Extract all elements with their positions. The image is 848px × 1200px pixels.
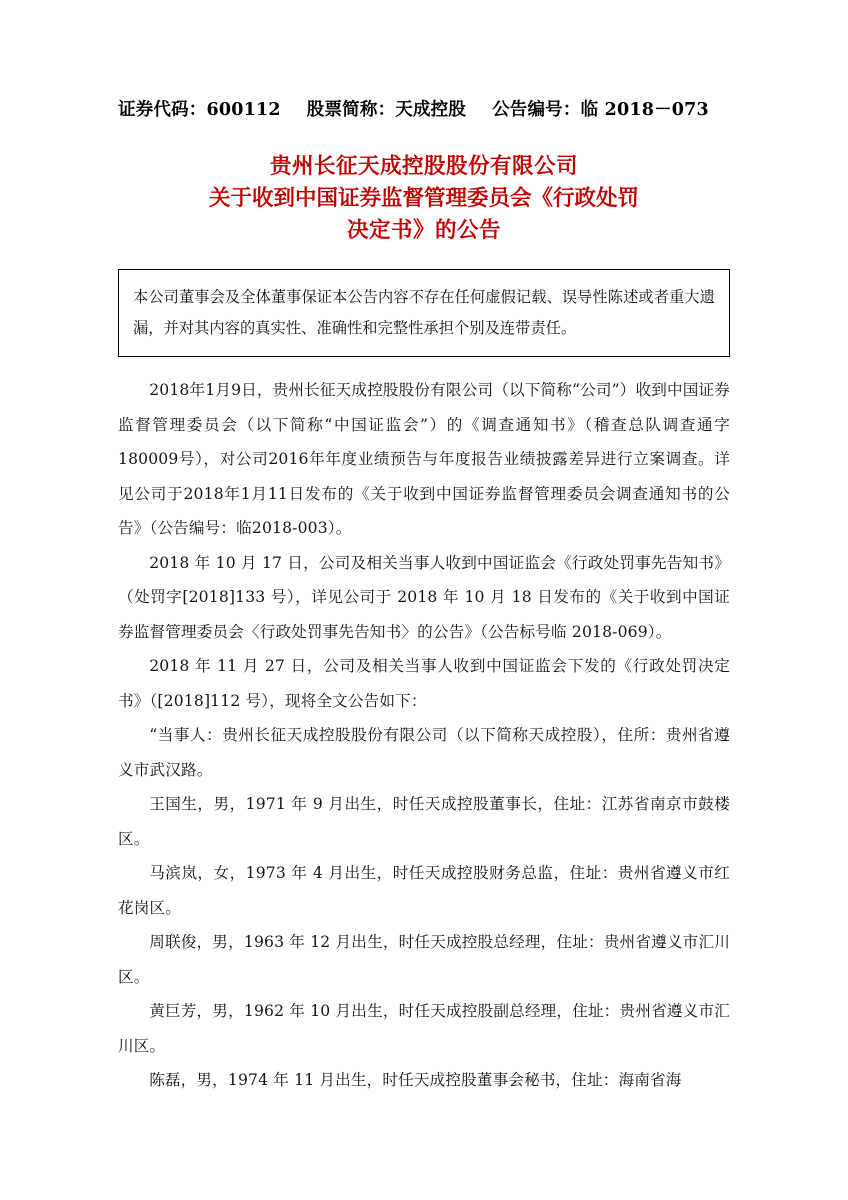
body-paragraph: 陈磊，男，1974 年 11 月出生，时任天成控股董事会秘书，住址：海南省海: [149, 1071, 682, 1089]
body-paragraph: 2018年1月9日，贵州长征天成控股股份有限公司（以下简称“公司”）收到中国证券监督管理委员会（以下简称“中国证监会”）的《调查通知书》（稽查总队调查通字180009号），对公司2016年年度业绩预告与年度报告业绩披露差异进行立案调查。详见公司于2018年1月11日发布的《关于收到中国证券监督管理委员会调查通知书的公告》（公告编号：临2018-003）。: [118, 381, 730, 537]
announcement-body: [118, 373, 730, 1098]
announcement-header-line: [118, 96, 730, 121]
announcement-no-label: 公告编号：: [492, 100, 581, 120]
page-content: [118, 0, 730, 1098]
security-code-value: 600112: [206, 100, 281, 120]
body-paragraph: 周联俊，男，1963 年 12 月出生，时任天成控股总经理，住址：贵州省遵义市汇川区。: [118, 933, 730, 986]
body-paragraph: 马滨岚，女，1973 年 4 月出生，时任天成控股财务总监，住址：贵州省遵义市红花岗区。: [118, 864, 730, 917]
announcement-no-value: 临 2018－073: [580, 100, 709, 120]
body-paragraph: 2018 年 10 月 17 日，公司及相关当事人收到中国证监会《行政处罚事先告知书》（处罚字[2018]133 号），详见公司于 2018 年 10 月 18 日发布的《关于收到中国证券监督管理委员会〈行政处罚事先告知书〉的公告》（公告标号临 2018-069）。: [118, 553, 730, 641]
body-paragraph: 黄巨芳，男，1962 年 10 月出生，时任天成控股副总经理，住址：贵州省遵义市汇川区。: [118, 1002, 730, 1055]
stock-abbr-label: 股票简称：: [306, 100, 396, 120]
title-line-3: 决定书》的公告: [346, 218, 501, 243]
title-line-1: 贵州长征天成控股股份有限公司: [269, 154, 578, 179]
security-code-label: 证券代码：: [118, 100, 207, 120]
stock-abbr-value: 天成控股: [395, 100, 467, 120]
title-line-2: 关于收到中国证券监督管理委员会《行政处罚: [208, 186, 639, 211]
disclaimer-box: [118, 269, 730, 357]
body-paragraph: 王国生，男，1971 年 9 月出生，时任天成控股董事长，住址：江苏省南京市鼓楼区。: [118, 795, 730, 848]
announcement-title: [118, 151, 730, 247]
body-paragraph: 2018 年 11 月 27 日，公司及相关当事人收到中国证监会下发的《行政处罚决定书》（[2018]112 号），现将全文公告如下：: [118, 657, 730, 710]
body-paragraph: “当事人：贵州长征天成控股股份有限公司（以下简称天成控股），住所：贵州省遵义市武汉路。: [118, 726, 730, 779]
disclaimer-text: 本公司董事会及全体董事保证本公告内容不存在任何虚假记载、误导性陈述或者重大遗漏，并对其内容的真实性、准确性和完整性承担个别及连带责任。: [133, 288, 715, 337]
